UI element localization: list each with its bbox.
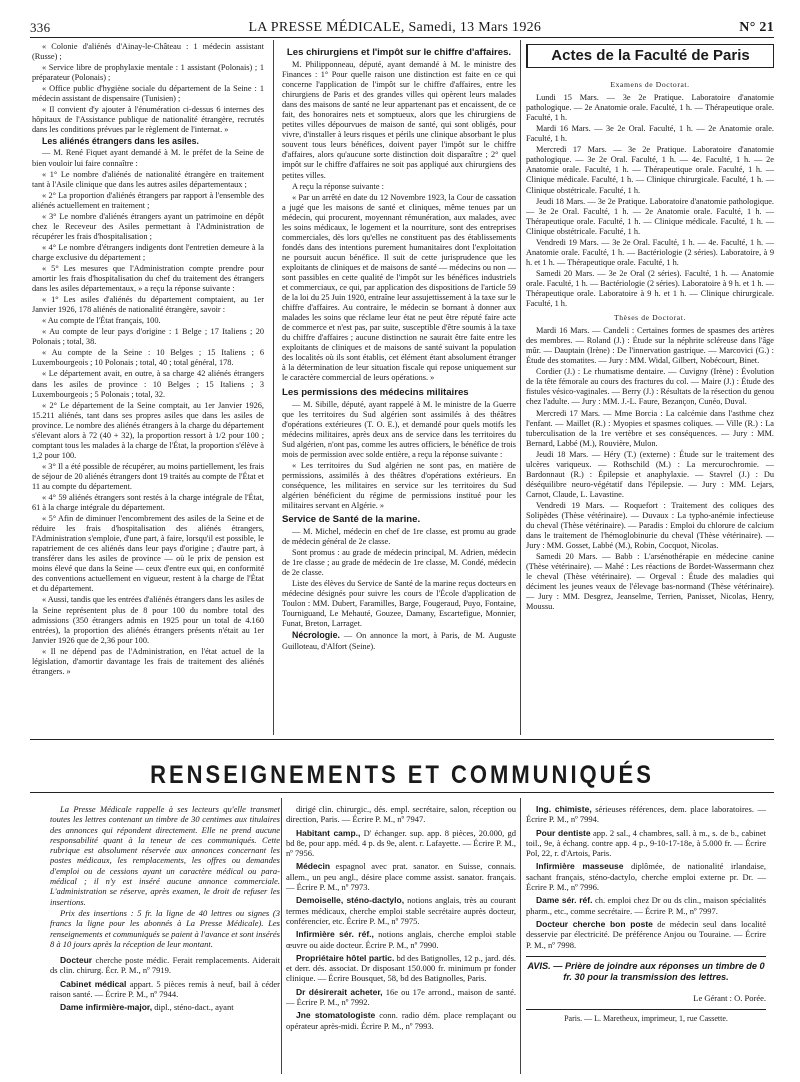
ad-title: Docteur bbox=[60, 955, 93, 966]
paragraph: Jeudi 18 Mars. — Héry (T.) (externe) : Étude sur le traitement des ulcères variqueux. — Rothschild (M.) : La mercurochromie. — Bardonnaut (R.) : Épilepsie et anaphylaxie. — Stavrel (J.) : Du déséquilibre neuro-végétatif dans l'épilepsie. — Jury : MM. Lejars, Carnot, Claude, L. Lavastine. bbox=[526, 449, 774, 499]
paragraph: Lundi 15 Mars. — 3e 2e Pratique. Laboratoire d'anatomie pathologique. — 2e Anatomie orale. Faculté, 1 h. — Thérapeutique orale. Faculté, 1 h. bbox=[526, 93, 774, 123]
paragraph: « Au compte de l'État français, 100. bbox=[42, 316, 161, 326]
classified-ad bbox=[526, 861, 766, 892]
ad-body: notions anglais, très au courant termes médicaux, cherche emploi stable secrétaire auprès docteur, conférencier, etc. Écrire P. M., nº 7975. bbox=[286, 895, 516, 926]
ad-title: Demoiselle, sténo-dactylo, bbox=[296, 895, 405, 906]
classified-ad bbox=[286, 953, 516, 984]
notice-text: La Presse Médicale rappelle à ses lecteurs qu'elle transmet toutes les lettres contenant un timbre de 30 centimes aux titulaires des annonces qui répondent directement. Elle ne prend aucune responsabilité quant à la teneur de ces communiqués. Cette rubrique est absolument réservée aux annonces concernant les postes médicaux, les remplacements, les offres ou demandes d'emploi ou de cessions ayant un caractère médical ou para-médical ; il n'y est inséré aucune annonce commerciale. L'administration se réserve, après examen, le droit de refuser les insertions. bbox=[50, 804, 280, 907]
classifieds-column-2 bbox=[286, 804, 516, 1074]
section-rule bbox=[30, 792, 774, 793]
paragraph: « Par un arrêté en date du 12 Novembre 1923, la Cour de cassation a jugé que les maisons de santé et cliniques, même tenues par un médecin, qui procurent, moyennant rémunération, aux malades, avec les soins médicaux, le logement et la nourriture, sont des entreprises commerciales, dès lors qu'elles ne constituent pas des établissements fondés dans des intentions purement humanitaires dont l'exploitation ne poursuit aucun bénéfice. Il suit de cette jurisprudence que les exploitants de cliniques et de maisons de santé — médecins ou non — sont passibles en cette qualité de l'impôt sur les bénéfices industriels et commerciaux, ce qui, par application des dispositions de l'article 59 de la loi du 25 Juin 1920, entraîne leur assujettissement à la taxe sur le chiffre d'affaires. Au contraire, le médecin se bornant à donner aux malades les soins que réclame leur état ne peut être réputé faire acte de commerce et n'est pas, par suite, susceptible d'être soumis à la taxe du chiffre d'affaires ; aucune distinction ne saurait être faite entre les exploitants de cliniques et de maisons de santé suivant la population des localités où ils sont établis, cet élément étant absolument étranger à la détermination de leur situation fiscale qui repose uniquement sur le caractère commercial de leurs opérations. » bbox=[282, 192, 516, 383]
paragraph: Vendredi 19 Mars. — Roquefort : Traitement des coliques des Solipèdes (Thèse vétérinaire). — Duvaux : La typho-anémie infectieuse du cheval (Thèse vétérinaire). — Paradis : Emploi du chlorure de calcium dans le traitement de l'hémoglobinurie du cheval (Thèse vétérinaire). — Jury : MM. Gosset, Labbé (M.), Robin, Cocquot, Nicolas. bbox=[526, 500, 774, 551]
paragraph: « Service libre de prophylaxie mentale : 1 assistant (Polonais) ; 1 préparateur (Polonais) ; bbox=[32, 63, 264, 83]
column-divider bbox=[273, 40, 274, 735]
permissions-article bbox=[282, 400, 516, 512]
paragraph: « Le département avait, en outre, à sa charge 42 aliénés étrangers dans les asiles de province : 10 Belges ; 15 Italiens ; 3 Luxembourgeois ; 5 Polonais ; total, 32. bbox=[32, 369, 264, 399]
paragraph: « 5° Afin de diminuer l'encombrement des asiles de la Seine et de réduire les frais d'hospitalisation des aliénés étrangers, l'Administration s'emploie, d'une part, à faire, lorsqu'il est possible, le rapatriement de ces aliénés dans leur pays d'origine ; d'autre part, à transférer dans les asiles de province — où le prix de pension est moins élevé que dans la Seine — ceux d'entre eux qui, en conformité des conventions actuellement en vigueur, restent à la charge de l'État et du département. bbox=[32, 514, 264, 594]
paragraph: « Il convient d'y ajouter à l'énumération ci-dessus 6 internes des hôpitaux de l'Assistance publique de nationalité étrangère, recrutés dans les conditions prévues par le règlement de l'internat. » bbox=[32, 105, 264, 135]
section-heading-marine: Service de Santé de la marine. bbox=[282, 514, 421, 526]
paragraph: « 3° Le nombre d'aliénés étrangers ayant un patrimoine en dépôt chez le Receveur des Asiles permettant à l'Administration de récupérer les frais d'hospitalisation ; bbox=[32, 211, 264, 241]
chirurgiens-article bbox=[282, 60, 516, 384]
page-number: 336 bbox=[30, 20, 51, 35]
paragraph: Mardi 16 Mars. — Candeli : Certaines formes de spasmes des artères des membres. — Roland (J.) : Étude sur la néphrite scléreuse dans l'âge mûr. — Dauptain (Irène) : De l'innervation gastrique. — Marcovici (G.) : Étude des stomatites. — Jury : MM. Widal, Gilbert, Nobécourt, Binet. bbox=[526, 326, 774, 366]
ad-body: ch. emploi chez Dr ou ds clin., maison spécialités pharm., etc., comme secrétaire. — Écrire P. M., nº 7997. bbox=[526, 895, 766, 916]
theses-list bbox=[526, 326, 774, 612]
section-rule bbox=[30, 739, 774, 740]
paragraph: Mercredi 17 Mars. — 3e 2e Pratique. Laboratoire d'anatomie pathologique. — 3e 2e Oral. Faculté, 1 h. — 4e. Faculté, 1 h. — 2e Anatomie orale. Faculté, 1 h. — Thérapeutique orale. Faculté, 1 h. — Clinique médicale. Faculté, 1 h. — Clinique chirurgicale. Faculté, 1 h. — Clinique obstétricale. Faculté, 1 h. bbox=[526, 145, 774, 195]
ad-body: app. 2 sal., 4 chambres, sall. à m., s. de b., cabinet toil., 9e, à échang. contre app. 4 p., 9-10-17-18e, à 5.000 fr. — Écrire Pol, 22, r. d'Artois, Paris. bbox=[526, 827, 766, 859]
ad-body: sérieuses références, dem. place laboratoires. — Écrire P. M., nº 7994. bbox=[526, 804, 766, 825]
gerant-line: Le Gérant : O. Porée. bbox=[693, 992, 766, 1003]
ad-body: de médecin seul dans localité desservie par électricité. De préférence Anjou ou Touraine. — Écrire P. M., nº 7998. bbox=[526, 918, 766, 950]
classified-ads bbox=[50, 955, 280, 1012]
paragraph: A reçu la réponse suivante : bbox=[292, 181, 384, 191]
paragraph: « Il ne dépend pas de l'Administration, en l'état actuel de la législation, d'amortir davantage les frais de traitement des aliénés étrangers. » bbox=[32, 646, 264, 676]
paragraph: « 3° Il a été possible de récupérer, au moins partiellement, les frais de séjour de 20 aliénés étrangers dont 19 traités au compte de l'État et 11 au compte du département. bbox=[32, 461, 264, 491]
column-2 bbox=[282, 44, 516, 734]
paragraph: Vendredi 19 Mars. — 3e 2e Oral. Faculté, 1 h. — 4e. Faculté, 1 h. — Anatomie orale. Faculté, 1 h. — Bactériologie (2 séries). Laboratoire, à 9 h. et 1 h. — Thérapeutique orale. Faculté, 1 h. bbox=[526, 237, 774, 267]
paragraph: « 1° Le nombre d'aliénés de nationalité étrangère en traitement tant à l'Asile clinique que dans les autres asiles départementaux ; bbox=[32, 169, 264, 189]
ad-body: D' échanger. sup. app. 8 pièces, 20.000, gd bd 8e, pour app. méd. 4 p. ds 9e, alent. r. Lafayette. — Écrire P. M., nº 7956. bbox=[286, 827, 516, 859]
paragraph: « 4° 59 aliénés étrangers sont restés à la charge intégrale de l'État, 61 à la charge intégrale du département. bbox=[32, 493, 264, 513]
classified-ad bbox=[526, 895, 766, 916]
avis-notice: AVIS. — Prière de joindre aux réponses un timbre de 0 fr. 30 pour la transmission des lettres. bbox=[526, 956, 766, 984]
paragraph: Mardi 16 Mars. — 3e 2e Oral. Faculté, 1 h. — 2e Anatomie orale. Faculté, 1 h. bbox=[526, 124, 774, 144]
foreign-staff-list bbox=[32, 42, 264, 135]
ad-title: Médecin bbox=[296, 861, 331, 872]
ad-title: Cabinet médical bbox=[60, 978, 127, 989]
header-rule bbox=[30, 37, 774, 38]
paragraph: Liste des élèves du Service de Santé de la marine reçus docteurs en médecine désignés pour suivre les cours de l'École d'application de Toulon : MM. Dubert, Faramilles, Barge, Fougeraud, Puyo, Fontaine, Tourniguand, Le Mehauté, Gouzee, Damany, Escartefigue, Monnier, Funat, Breton, Larraget. bbox=[282, 579, 516, 629]
marine-article bbox=[282, 527, 516, 629]
classified-ad bbox=[286, 804, 516, 825]
classified-ad bbox=[286, 1010, 516, 1031]
paragraph: « Aussi, tandis que les entrées d'aliénés étrangers dans les asiles de la Seine représentent plus de 8 pour 100 du nombre total des admissions (350 étrangers admis en 1925 pour un total de 4.160 entrées), la proportion des aliénés étrangers présents n'était au 1er Janvier 1926 que de 2,36 pour 100. bbox=[32, 595, 264, 645]
theses-subheading: Thèses de Doctorat. bbox=[614, 313, 686, 323]
ad-body: notions anglais, cherche emploi stable œuvre ou aide docteur. Écrire P. M., nº 7990. bbox=[286, 929, 516, 950]
paragraph: « Au compte de leur pays d'origine : 1 Belge ; 17 Italiens ; 20 Polonais ; total, 38. bbox=[32, 327, 264, 347]
section-heading-chirurgiens: Les chirurgiens et l'impôt sur le chiffre d'affaires. bbox=[286, 47, 512, 58]
pricing-text: Prix des insertions : 5 fr. la ligne de 40 lettres ou signes (3 francs la ligne pour les abonnés à La Presse Médicale). Les renseignements et communiqués se paient à l'avance et sont insérés 8 à 10 jours après la réception de leur montant. bbox=[50, 907, 280, 949]
ad-title: Propriétaire hôtel partic. bbox=[296, 952, 395, 963]
ad-title: Dame infirmière-major, bbox=[60, 1002, 153, 1013]
paragraph: « 4° Le nombre d'étrangers indigents dont l'entretien demeure à la charge exclusive du département ; bbox=[32, 242, 264, 262]
paragraph: Samedi 20 Mars. — 3e 2e Oral (2 séries). Faculté, 1 h. — Anatomie orale. Faculté, 1 h. — Bactériologie (2 séries). Laboratoire à 9 h. et 1 h. — Thérapeutique orale. Laboratoire à 9 h. et 1 h. — Clinique chirurgicale. Faculté, 1 h. bbox=[526, 268, 774, 309]
ad-title: Docteur cherche bon poste bbox=[536, 918, 653, 929]
necrologie-text: — On annonce la mort, à Paris, de M. Auguste Guilloteau, d'Alfort (Seine). bbox=[282, 631, 516, 651]
section-heading-necrologie: Nécrologie. bbox=[292, 630, 340, 641]
faculty-title-box: Actes de la Faculté de Paris bbox=[526, 44, 774, 68]
paragraph: Cordier (J.) : Le rhumatisme dentaire. — Cuvigny (Irène) : Évolution de la tête fémorale au cours des fractures du col. — Maire (J.) : Étude des fistules vésico-vaginales. — Berry (J.) : Résultats de la résection du genou chez l'adulte. — Jury : MM. J.-L. Faure, Bezançon, Cunéo, Duval. bbox=[526, 367, 774, 407]
column-divider bbox=[520, 798, 521, 1074]
ad-title: Pour dentiste bbox=[536, 827, 591, 838]
page-header bbox=[30, 14, 774, 36]
classified-ad bbox=[286, 828, 516, 859]
paragraph: « 2° La proportion d'aliénés étrangers par rapport à l'ensemble des aliénés actuellement en traitement ; bbox=[32, 190, 264, 210]
paragraph: « Office public d'hygiène sociale du département de la Seine : 1 médecin assistant de dispensaire (Tunisien) ; bbox=[32, 84, 264, 104]
classifieds-column-3 bbox=[526, 804, 766, 1074]
classified-ad bbox=[526, 919, 766, 950]
classified-ad bbox=[286, 861, 516, 892]
exams-list bbox=[526, 93, 774, 309]
section-heading-permissions: Les permissions des médecins militaires bbox=[282, 386, 469, 398]
paragraph: « Colonie d'aliénés d'Ainay-le-Château : 1 médecin assistant (Russe) ; bbox=[32, 42, 264, 62]
paragraph: Sont promus : au grade de médecin principal, M. Adrien, médecin de 1re classe ; au grade de médecin de 1re classe, M. Condé, médecin de 2e classe. bbox=[282, 548, 516, 578]
ad-body: diplômée, de nationalité irlandaise, sachant français, sténo-dactylo, cherche emploi externe pr. Dr. — Écrire P. M., nº 7996. bbox=[526, 861, 766, 893]
ad-title: Infirmière masseuse bbox=[536, 861, 624, 872]
exams-subheading: Examens de Doctorat. bbox=[610, 80, 690, 90]
ad-title: Dr désirerait acheter, bbox=[296, 986, 383, 997]
column-divider bbox=[520, 40, 521, 735]
ad-body: conn. radio dém. place remplaçant ou opérateur après-midi. Écrire P. M., nº 7993. bbox=[286, 1010, 516, 1031]
classified-ad bbox=[286, 929, 516, 950]
journal-title: LA PRESSE MÉDICALE, Samedi, 13 Mars 1926 bbox=[248, 20, 542, 35]
ad-title: Jne stomatologiste bbox=[296, 1010, 376, 1021]
ad-body: dipl., sténo-dact., ayant bbox=[154, 1002, 234, 1013]
column-3 bbox=[526, 44, 774, 734]
ad-title: Dame sér. réf. bbox=[536, 895, 593, 906]
column-1 bbox=[32, 42, 264, 732]
imprimeur-line: Paris. — L. Maretheux, imprimeur, 1, rue Cassette. bbox=[526, 1009, 766, 1024]
classified-ad bbox=[526, 828, 766, 859]
alienes-article bbox=[32, 148, 264, 676]
ad-title: Habitant camp., bbox=[296, 827, 361, 838]
ad-body: appart. 5 pièces remis à neuf, bail à céder raison santé. — Écrire P. M., nº 7944. bbox=[50, 978, 280, 1000]
ad-body: cherche poste médic. Ferait remplacements. Aiderait ds clin. chirurg. Écr. P. M., nº 7919. bbox=[50, 955, 280, 976]
ad-title: Infirmière sér. réf., bbox=[296, 929, 374, 940]
column-divider bbox=[281, 798, 282, 1074]
classified-ad bbox=[50, 979, 280, 1000]
classified-ad bbox=[286, 987, 516, 1008]
paragraph: Mercredi 17 Mars. — Mme Borcia : La calcémie dans l'asthme chez l'enfant. — Maillet (R.) : Myopies et spasmes coliques. — Ville (R.) : La tuberculisation de la 1re vertèbre et ses conséquences. — Jury : MM. Bernard, Labbé (M.), Rouvière, Mulon. bbox=[526, 408, 774, 448]
paragraph: — M. René Fiquet ayant demandé à M. le préfet de la Seine de bien vouloir lui faire connaître : bbox=[32, 148, 264, 168]
classified-ads bbox=[286, 804, 516, 1031]
paragraph: M. Philipponneau, député, ayant demandé à M. le ministre des Finances : 1° Pour quelle raison une distinction est faite en ce qui concerne l'application de l'impôt sur le chiffre d'affaires, entre les chirurgiens de Paris et des grandes villes qui opèrent leurs malades dans des maisons de santé ne leur appartenant pas et encaissent, de ce fait, des honoraires nets et somptueux, alors que les chirurgiens de petites villes dépourvues de maison de santé, qui sont obligés, pour vivre, d'installer à leurs risques et périls une clinique absorbant le plus souvent tous leurs bénéfices, doivent payer l'impôt sur le chiffre d'affaires, alors qu'aucune sorte distinction doit disparaître ; 2° quel impôt sur le chiffre d'affaires ne soit pas appliqué aux chirurgiens des petites villes. bbox=[282, 60, 516, 180]
issue-number: N° 21 bbox=[739, 20, 774, 35]
paragraph: « Au compte de la Seine : 10 Belges ; 15 Italiens ; 6 Luxembourgeois ; 10 Polonais ; total, 40 ; total général, 178. bbox=[32, 348, 264, 368]
paragraph: « 1° Les asiles d'aliénés du département comptaient, au 1er Janvier 1926, 178 aliénés de nationalité étrangère, savoir : bbox=[32, 295, 264, 315]
classifieds-column-1 bbox=[50, 804, 280, 1074]
ad-body: dirigé clin. chirurgic., dés. empl. secrétaire, salon, réception ou direction, Paris. — Écrire P. M., nº 7947. bbox=[286, 804, 516, 825]
paragraph: « 2° Le département de la Seine comptait, au 1er Janvier 1926, 15.211 aliénés, tant dans ses propres asiles que dans les asiles de province. Le nombre des aliénés étrangers à la charge du département s'élevant alors à 72 (40 + 32), la proportion ressort à 1/2 pour 100 ; comptant tous les malades à la charge de l'État, la proportion s'élève à 1,2 pour 100. bbox=[32, 400, 264, 460]
paragraph: Samedi 20 Mars. — Babb : L'arsénothérapie en médecine canine (Thèse vétérinaire). — Mahé : Les réactions de Bordet-Wassermann chez le cheval (Thèse vétérinaire). — Orgeval : Étude des maladies qui déciment les jeunes veaux de l'élevage bas-normand (Thèse vétérinaire). — Jury : MM. Desgrez, Jeanselme, Terrien, Panisset, Nicolas, Henry, Moussu. bbox=[526, 552, 774, 612]
ad-body: espagnol avec prat. sanator. en Suisse, connais. allem., un peu angl., désire place comme assist. sanator. français. — Écrire P. M., nº 7973. bbox=[286, 861, 516, 893]
classified-ads bbox=[526, 804, 766, 950]
classified-ad bbox=[50, 1002, 280, 1012]
ad-body: bd des Batignolles, 12 p., jard. dés. et derr. dés. associat. Dr disposant 150.000 fr. minimum pr fonder clinique. — Écrire Bousquet, 58, bd des Batignolles, Paris. bbox=[286, 952, 516, 984]
classified-ad bbox=[526, 804, 766, 825]
section-heading-alienes: Les aliénés étrangers dans les asiles. bbox=[42, 136, 199, 147]
paragraph: — M. Sibille, député, ayant rappelé à M. le ministre de la Guerre que les territoires du Sud algérien sont assimilés à des théâtres d'opérations extérieures (T. O. E.), et demandé pour quels motifs les médecins militaires, après deux ans de service dans les territoires du Sud algérien, n'ont pas, comme les autres officiers, le bénéfice de trois mois de permission avec solde entière, a reçu la réponse suivante : bbox=[282, 399, 516, 459]
paragraph: — M. Michel, médecin en chef de 1re classe, est promu au grade de médecin général de 2e classe. bbox=[282, 527, 516, 547]
paragraph: Jeudi 18 Mars. — 3e 2e Pratique. Laboratoire d'anatomie pathologique. — 3e 2e Oral. Faculté, 1 h. — 2e Anatomie orale. Faculté, 1 h. — Thérapeutique orale. Faculté, 1 h. — Clinique médicale. Faculté, 1 h. — Clinique obstétricale. Faculté, 1 h. bbox=[526, 196, 774, 236]
paragraph: « Les territoires du Sud algérien ne sont pas, en matière de permissions, assimilés à des théâtres d'opérations extérieurs. En conséquence, les militaires en service sur les territoires du Sud algérien bénéficient du régime de permissions institué pour les militaires servant en Algérie. » bbox=[282, 460, 516, 510]
paragraph: « 5° Les mesures que l'Administration compte prendre pour amortir les frais d'hospitalisation du chef du traitement des étrangers dans les asiles départementaux, » a reçu la réponse suivante : bbox=[32, 263, 264, 294]
classified-ad bbox=[286, 895, 516, 926]
classified-ad bbox=[50, 955, 280, 976]
ad-body: 16e ou 17e arrond., maison de santé. — Écrire P. M., nº 7992. bbox=[286, 986, 516, 1008]
ad-title: Ing. chimiste, bbox=[536, 804, 592, 814]
renseignements-banner: RENSEIGNEMENTS ET COMMUNIQUÉS bbox=[150, 760, 654, 789]
